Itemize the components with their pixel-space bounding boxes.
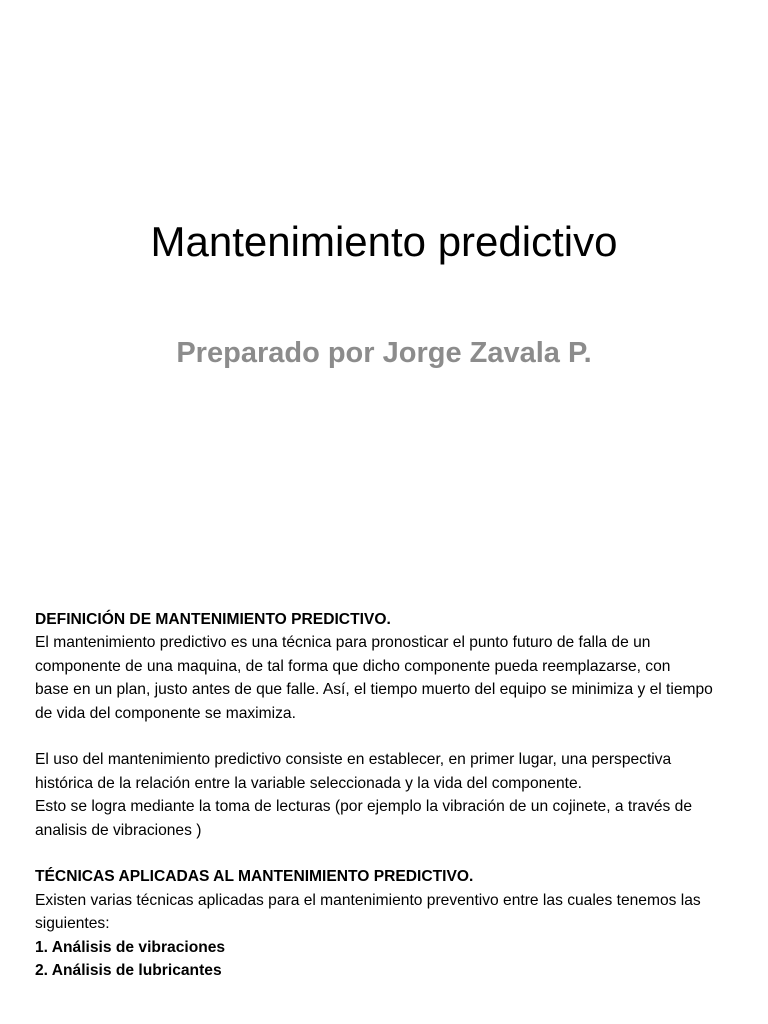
section-heading-techniques: TÉCNICAS APLICADAS AL MANTENIMIENTO PREDICTIVO.	[35, 868, 474, 886]
paragraph-spacer	[35, 725, 725, 748]
paragraph-techniques-intro: Existen varias técnicas aplicadas para el mantenimiento preventivo entre las cuales tenemos las siguientes:	[35, 891, 701, 933]
list-item: 1. Análisis de vibraciones	[35, 938, 226, 956]
list-item: 2. Análisis de lubricantes	[35, 962, 222, 980]
paragraph-usage-2: Esto se logra mediante la toma de lecturas (por ejemplo la vibración de un cojinete, a través de analisis de vibraciones )	[35, 798, 693, 839]
paragraph-definition-2: base en un plan, justo antes de que falle. Así, el tiempo muerto del equipo se minimiza y el tiempo de vida del componente se maximiza.	[35, 681, 713, 722]
paragraph-spacer	[35, 842, 725, 865]
paragraph-usage-1: El uso del mantenimiento predictivo consiste en establecer, en primer lugar, una perspectiva histórica de la relación entre la variable seleccionada y la vida del componente.	[35, 751, 672, 792]
paragraph-definition-1: El mantenimiento predictivo es una técnica para pronosticar el punto futuro de falla de un componente de una maquina, de tal forma que dicho componente pueda reemplazarse, con	[35, 634, 671, 675]
slide-subtitle: Preparado por Jorge Zavala P.	[176, 337, 592, 369]
section-heading-definition: DEFINICIÓN DE MANTENIMIENTO PREDICTIVO.	[35, 611, 391, 628]
slide-title: Mantenimiento predictivo	[150, 218, 618, 265]
document-body	[35, 608, 725, 982]
